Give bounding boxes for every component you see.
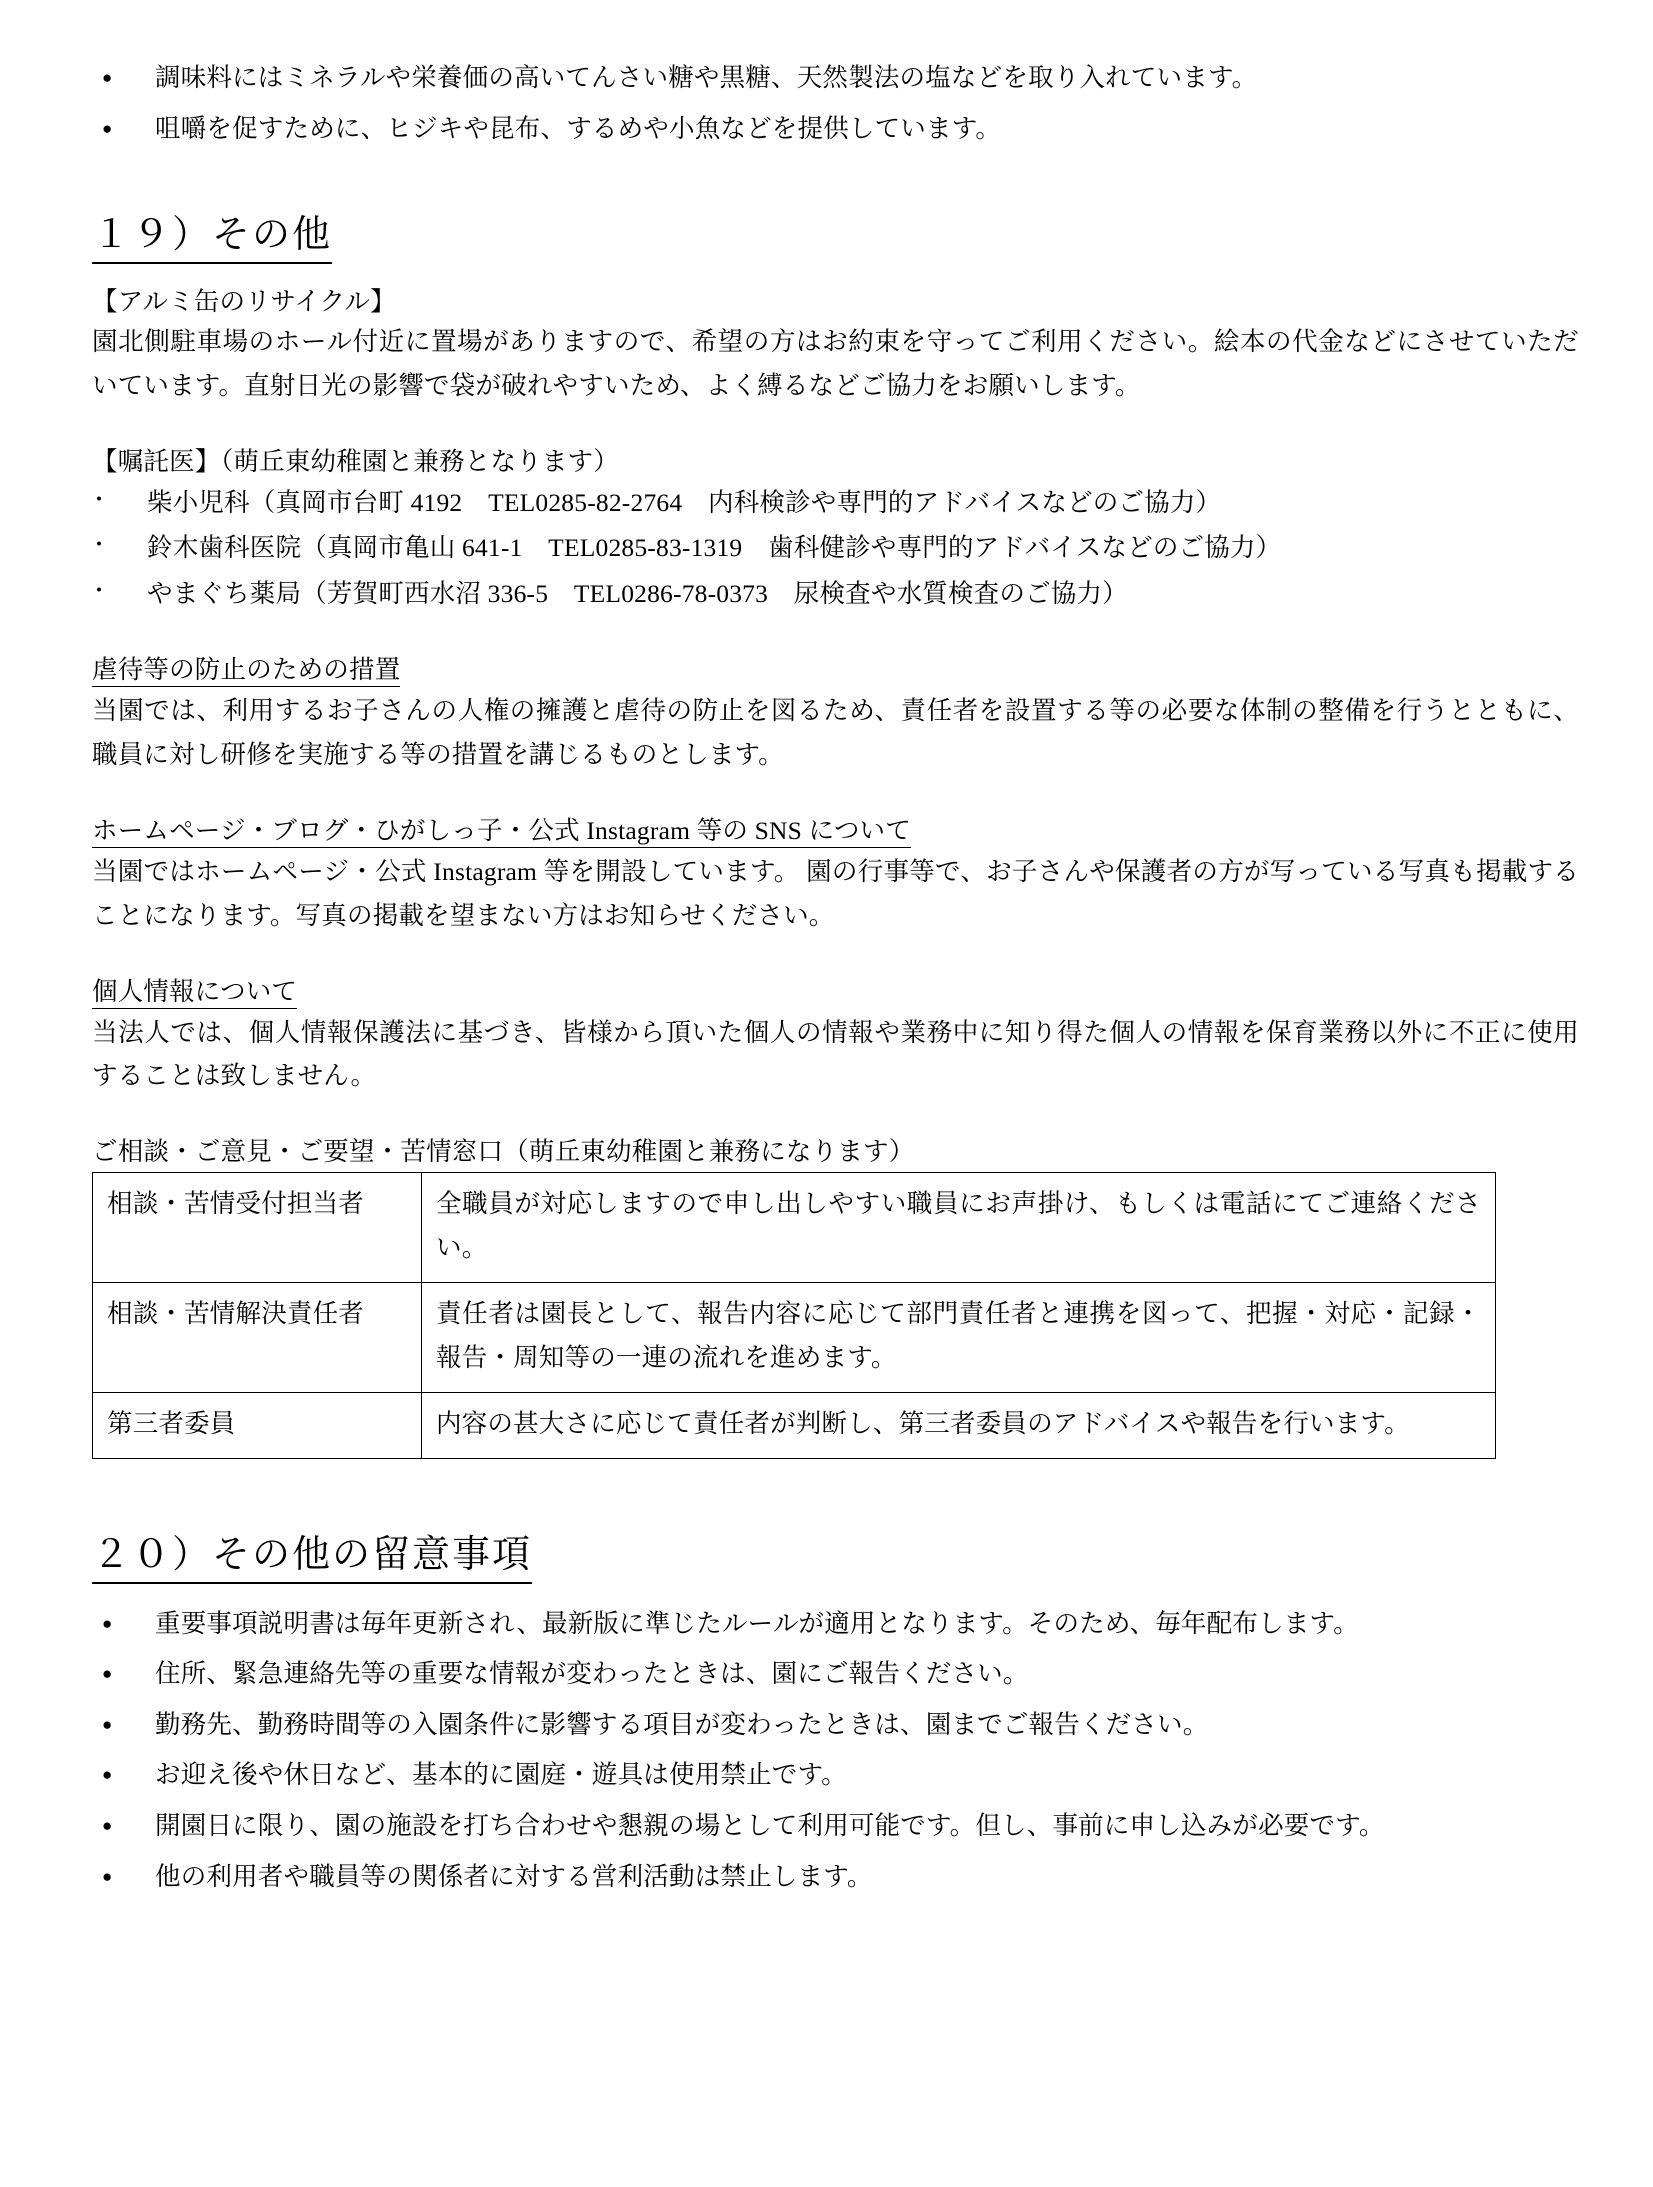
privacy-body: 当法人では、個人情報保護法に基づき、皆様から頂いた個人の情報や業務中に知り得た個人の情報を保育業務以外に不正に使用することは致しません。 [92, 1017, 1579, 1091]
table-cell-label: 第三者委員 [93, 1392, 422, 1458]
list-item: ● 勤務先、勤務時間等の入園条件に影響する項目が変わったときは、園までご報告ください。 [92, 1703, 1579, 1748]
list-item: ・ 鈴木歯科医院（真岡市亀山 641-1 TEL0285-83-1319 歯科健診や専門的アドバイスなどのご協力） [92, 525, 1579, 570]
table-cell-label: 相談・苦情解決責任者 [93, 1282, 422, 1392]
list-item: ・ やまぐち薬局（芳賀町西水沼 336-5 TEL0286-78-0373 尿検査や水質検査のご協力） [92, 571, 1579, 616]
table-cell-label: 相談・苦情受付担当者 [93, 1173, 422, 1283]
list-item: ● 重要事項説明書は毎年更新され、最新版に準じたルールが適用となります。そのため、毎年配布します。 [92, 1602, 1579, 1647]
recycle-heading: 【アルミ缶のリサイクル】 [92, 287, 396, 317]
list-item: ・ 柴小児科（真岡市台町 4192 TEL0285-82-2764 内科検診や専門的アドバイスなどのご協力） [92, 480, 1579, 525]
list-item: ● 調味料にはミネラルや栄養価の高いてんさい糖や黒糖、天然製法の塩などを取り入れています。 [92, 56, 1579, 101]
abuse-prevention-heading: 虐待等の防止のための措置 [92, 650, 400, 687]
doctors-list [92, 480, 1579, 616]
other-notes-list [92, 1602, 1579, 1900]
table-cell-value: 全職員が対応しますので申し出しやすい職員にお声掛け、もしくは電話にてご連絡ください。 [422, 1173, 1496, 1283]
complaints-table [92, 1172, 1496, 1458]
abuse-prevention-body: 当園では、利用するお子さんの人権の擁護と虐待の防止を図るため、責任者を設置する等の必要な体制の整備を行うとともに、職員に対し研修を実施する等の措置を講じるものとします。 [92, 696, 1579, 769]
table-row [93, 1282, 1496, 1392]
privacy-heading: 個人情報について [92, 972, 297, 1009]
recycle-body: 園北側駐車場のホール付近に置場がありますので、希望の方はお約束を守ってご利用ください。絵本の代金などにさせていただいています。直射日光の影響で袋が破れやすいため、よく縛るなどご協力をお願いします。 [92, 327, 1579, 401]
sns-body: 当園ではホームページ・公式 Instagram 等を開設しています。 園の行事等で、お子さんや保護者の方が写っている写真も掲載することになります。写真の掲載を望まない方はお知らせください。 [92, 856, 1579, 930]
complaints-caption: ご相談・ご意見・ご要望・苦情窓口（萌丘東幼稚園と兼務になります） [92, 1137, 915, 1167]
section-20-heading-wrap [92, 1523, 1579, 1584]
doctors-heading: 【嘱託医】（萌丘東幼稚園と兼務となります） [92, 446, 619, 476]
list-item: ● 住所、緊急連絡先等の重要な情報が変わったときは、園にご報告ください。 [92, 1652, 1579, 1697]
list-item: ● 咀嚼を促すために、ヒジキや昆布、するめや小魚などを提供しています。 [92, 107, 1579, 152]
section-20-title: ２０）その他の留意事項 [92, 1523, 532, 1584]
list-item: ● 開園日に限り、園の施設を打ち合わせや懇親の場として利用可能です。但し、事前に申し込みが必要です。 [92, 1804, 1579, 1849]
section-19-heading-wrap [92, 203, 1579, 264]
table-row [93, 1173, 1496, 1283]
food-notes-list [92, 56, 1579, 151]
list-item: ● お迎え後や休日など、基本的に園庭・遊具は使用禁止です。 [92, 1753, 1579, 1798]
table-row [93, 1392, 1496, 1458]
table-cell-value: 内容の甚大さに応じて責任者が判断し、第三者委員のアドバイスや報告を行います。 [422, 1392, 1496, 1458]
sns-heading: ホームページ・ブログ・ひがしっ子・公式 Instagram 等の SNS について [92, 811, 911, 848]
table-cell-value: 責任者は園長として、報告内容に応じて部門責任者と連携を図って、把握・対応・記録・報告・周知等の一連の流れを進めます。 [422, 1282, 1496, 1392]
section-19-title: １９）その他 [92, 203, 332, 264]
list-item: ● 他の利用者や職員等の関係者に対する営利活動は禁止します。 [92, 1855, 1579, 1900]
